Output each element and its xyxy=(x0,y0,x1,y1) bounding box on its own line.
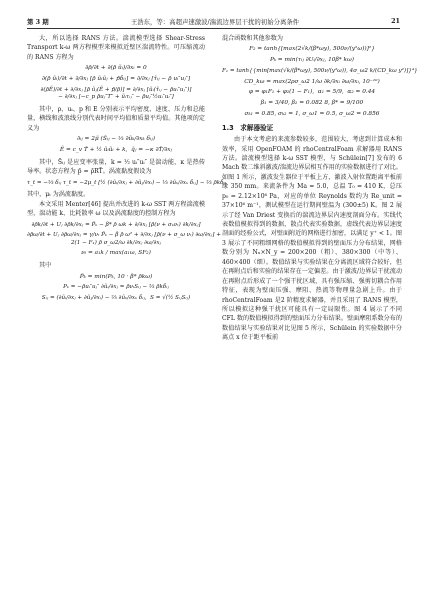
equation-omega: ∂ρ̄ω/∂t + Uⱼ ∂ρ̄ω/∂xⱼ = γ/νₜ P̃ₖ − β ρ̄ ω² + ∂/∂xⱼ [ρ̄(ν + σ_ω νₜ) ∂ω/∂xⱼ] + 2(1 − F₁) ρ̄ σ_ω2/ω ∂k/∂xⱼ ∂ω/∂xⱼ xyxy=(27,232,221,246)
paragraph: 其中，S̃ᵢⱼ 是应变率张量，k = ½ uᵢ″uᵢ″ 是湍动能，κ 是热传导率。状态方程为 p̄ = ρ̄RT̃。涡流黏度假设为 xyxy=(27,158,205,176)
equation-pk: Pₖ = −ρ̄uᵢ″uⱼ″ ∂ũᵢ/∂xⱼ = ρ̄νₜSᵢⱼ − ⅔ ρ̄kδᵢⱼ xyxy=(63,284,169,291)
issue-number: 第 3 期 xyxy=(27,18,49,26)
paragraph: 本文采用 Menter[46] 提出并改进的 k-ω SST 两方程湍流模型，湍动能 k、比耗散率 ω 以及涡流黏度的控制方程为 xyxy=(27,200,205,218)
equation-blend: φ = φ₁F₁ + φ₂(1 − F₁), α₁ = 5/9, α₂ = 0.44 xyxy=(248,89,376,96)
equation-pk-right: Pₖ = min(τᵢⱼ ∂Uᵢ/∂xⱼ, 10β* kω) xyxy=(269,57,355,64)
equation-sigma: σₖ₁ = 0.85, σₖ₂ = 1, σ_ω1 = 0.5, σ_ω2 = 0.856 xyxy=(244,111,380,118)
left-column xyxy=(27,34,227,306)
equation-k: ∂ρ̄k/∂t + Uⱼ ∂ρ̄k/∂xⱼ = P̃ₖ − β* ρ̄ ωk + ∂/∂xⱼ [ρ̄(ν + σₖνₜ) ∂k/∂xⱼ] xyxy=(31,221,201,228)
paragraph: 由于本文考虑的来流参数较多，范围较大，考虑到计算成本和效率，采用 OpenFOAM 的 rhoCentralFoam 求解器用 RANS 方法。湍流模型选择 k-ω SST 模型，与 Schülein[7] 发布的 6 Mach 数二维斜激波/湍流边界层相互作用的实验数据进行了对比。如图 1 所示，激波发生器位于平板上方，激波入射位置距离平板前缘 350 mm。来流条件为 Ma = 5.0，总温 T₀ = 410 K，总压 p₀ = 2.12×10⁶ Pa，对应的单位 Reynolds 数约为 Re_unit = 37×10⁶ m⁻¹，测试模型在运行期间壁温为 (300±5) K。图 2 展示了经 Van Driest 变换后的湍流边界层内速度剖面分布。实线代表数值模拟得到的数据，散点代表实验数据，虚线代表边界层速度剖面的经验公式，对壁面附近的网格进行加密，以满足 y⁺ < 1。图 3 展示了不同粗细网格的数值模拟得到的壁面压力分布结果，网格数分别为 Nₓ×N_y = 200×200（粗）、380×300（中等）、460×400（细）。数值结果与实验结果在分离流区域符合较好，但在再附点后和实验的结果存在一定偏差。由于激波/边界层干扰流动在再附点后形成了一个强干扰区域，具有强压缩、强剪切耦合作用特征，表现为壁面压强、摩阻、热流等物理量急剧上升。由于 rhoCentralFoam 是2 阶精度求解器，并且采用了 RANS 模型，所以模拟这种强干扰区可能具有一定局限性。图 4 展示了不同 CFL 数的数值模拟得到的壁面压力分布结果。壁面摩阻系数分布的数值结果与实验结果对比见图 5 所示，Schülein 的实验数据中分离点 x 位于距平板前 xyxy=(222,136,402,342)
equation-f1: F₁ = tanh{{min[max(√k/(β*ωy), 500ν/(y²ω)), 4σ_ω2 k/(CD_kω y²)]}⁴} xyxy=(222,68,418,75)
running-title: 王浩东，等：高超声速激波/湍流边界层干扰的初始分离条件 xyxy=(130,18,300,26)
equation-pk-limited: P̃ₖ = min(Pₖ, 10 · β* ρ̄kω) xyxy=(79,273,153,280)
paragraph: 混合函数和其他参数为 xyxy=(222,35,283,42)
equation-momentum: ∂(ρ̄ ũᵢ)/∂t + ∂/∂xⱼ [ρ̄ ũᵢũⱼ + p̄δᵢⱼ] = ∂/∂xⱼ [τ̃ᵢⱼ − ρ̄ uᵢ″uⱼ″] xyxy=(41,76,191,83)
paragraph: 其中，μₜ 为涡流黏度。 xyxy=(27,191,90,199)
equation-cdkw: CD_kω = max(2ρσ_ω2 1/ω ∂k/∂xᵢ ∂ω/∂xᵢ, 10⁻¹⁰) xyxy=(244,78,380,85)
equation-energy: ∂(ρ̄Ẽ)/∂t + ∂/∂xⱼ [ρ̄ ũⱼ(Ẽ + p̄/ρ̄)] = ∂/∂xⱼ [ũᵢ(τ̃ᵢⱼ − ρ̄uᵢ″uⱼ″)] − ∂/∂xⱼ [−c_p ρ̄uⱼ″T″ + ũᵢτᵢⱼ″ − ρ̄uⱼ″½uᵢ″uᵢ″] xyxy=(40,86,192,101)
equation-sij: Sᵢⱼ = (∂ũᵢ/∂xⱼ + ∂ũⱼ/∂xᵢ) − ⅔ ∂ũₖ/∂xₖ δᵢⱼ, S = √(½ SᵢⱼSᵢⱼ) xyxy=(41,294,191,301)
equation-f2: F₂ = tanh{[max(2√k/(β*ωy), 500ν/(y²ω))]²} xyxy=(249,46,375,53)
right-column xyxy=(222,34,418,343)
equation-nut: νₜ = a₁k / max(a₁ω, SF₂) xyxy=(81,250,151,257)
equation-continuity: ∂ρ̄/∂t + ∂(ρ̄ ũᵢ)/∂xᵢ = 0 xyxy=(85,65,147,72)
equation-beta: β₁ = 3/40, β₂ = 0.082 8, β* = 9/100 xyxy=(260,100,364,107)
section-heading: 1.3 求解器验证 xyxy=(222,123,274,132)
paragraph: 大，所以选择 RANS 方法。湍流模型选择 Shear-Stress Transport k-ω 两方程模型来模拟近壁区湍流特性。可压缩流动的 RANS 方程为 xyxy=(27,35,205,61)
equation-stress: ∂ᵢⱼ = 2μ̃ (S̃ᵢⱼ − ⅓ ∂ũₖ/∂xₖ δᵢⱼ) xyxy=(77,136,155,143)
header-rule xyxy=(27,28,400,29)
paragraph: 其中 xyxy=(39,262,52,270)
paragraph: 其中，ρ、uᵢ、p 和 E 分别表示平均密度、速度、压力和总能量，横线和波浪线分别代表时间平均值和质量平均值。其他项的定义为 xyxy=(27,106,205,132)
page-number: 21 xyxy=(391,17,400,25)
equation-eddy-viscosity: τ_t = −⅔ δᵢⱼ τ_t = −2μ_t [½ (∂ũᵢ/∂xⱼ + ∂ũⱼ/∂xᵢ) − ⅓ ∂ũₖ/∂xₖ δᵢⱼ] − ⅔ ρ̄kδᵢⱼ xyxy=(27,179,227,186)
equation-energy-def: Ẽ = c_v T̃ + ½ ũᵢũᵢ + k, q̃ⱼ = −κ ∂T̃/∂xⱼ xyxy=(59,147,173,154)
